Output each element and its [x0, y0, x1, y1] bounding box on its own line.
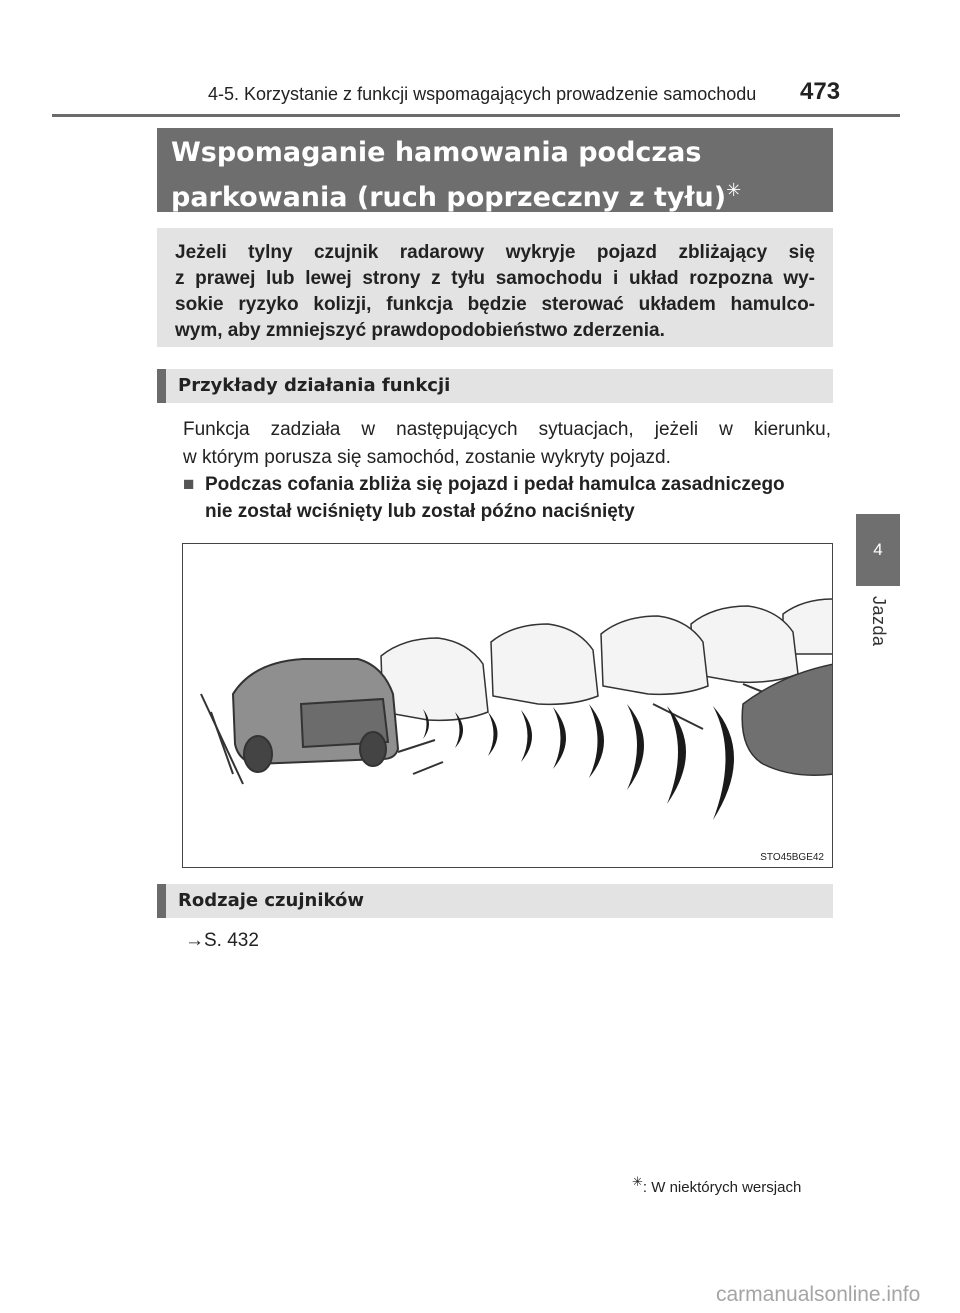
page-number: 473: [800, 78, 841, 105]
page-title: [157, 128, 833, 212]
bullet-line: Podczas cofania zbliża się pojazd i pedał hamulca zasadniczego: [205, 474, 785, 495]
asterisk-icon: ✳: [726, 180, 742, 201]
footnote: [632, 1174, 801, 1196]
watermark: carmanualsonline.info: [716, 1283, 921, 1306]
section-heading-examples: Przykłady działania funkcji: [157, 369, 833, 403]
title-line-2: [171, 172, 833, 217]
illustration: [182, 543, 833, 868]
section-body: [183, 416, 831, 472]
body-line: Funkcja zadziała w następujących sytuacjach, jeżeli w kierunku,: [183, 419, 831, 440]
section-heading-sensors: Rodzaje czujników: [157, 884, 833, 918]
figure-code: STO45BGE42: [760, 852, 824, 863]
intro-line: sokie ryzyko kolizji, funkcja będzie sterować układem hamulco-: [175, 294, 815, 315]
footnote-text: : W niektórych wersjach: [642, 1179, 802, 1196]
square-bullet-icon: ■: [183, 474, 195, 495]
parking-scene-drawing: [183, 544, 833, 868]
body-line: w którym porusza się samochód, zostanie wykryty pojazd.: [183, 447, 671, 468]
header-rule: [52, 114, 900, 117]
bullet-text: [205, 471, 785, 525]
chapter-tab[interactable]: 4: [856, 514, 900, 586]
bullet-line: nie został wciśnięty lub został późno naciśnięty: [205, 501, 635, 522]
running-header: 4-5. Korzystanie z funkcji wspomagających prowadzenie samochodu: [208, 84, 757, 104]
intro-line: z prawej lub lewej strony z tyłu samochodu i układ rozpozna wy-: [175, 268, 815, 289]
footnote-asterisk-icon: ✳: [632, 1174, 643, 1189]
intro-box: [157, 228, 833, 347]
intro-line: wym, aby zmniejszyć prawdopodobieństwo zderzenia.: [175, 320, 665, 341]
intro-line: Jeżeli tylny czujnik radarowy wykryje pojazd zbliżający się: [175, 242, 815, 263]
title-line-2-text: parkowania (ruch poprzeczny z tyłu): [171, 182, 727, 213]
title-line-1: Wspomaganie hamowania podczas: [171, 137, 702, 168]
chapter-label: Jazda: [869, 596, 889, 647]
page-reference-link[interactable]: →S. 432: [185, 930, 259, 951]
